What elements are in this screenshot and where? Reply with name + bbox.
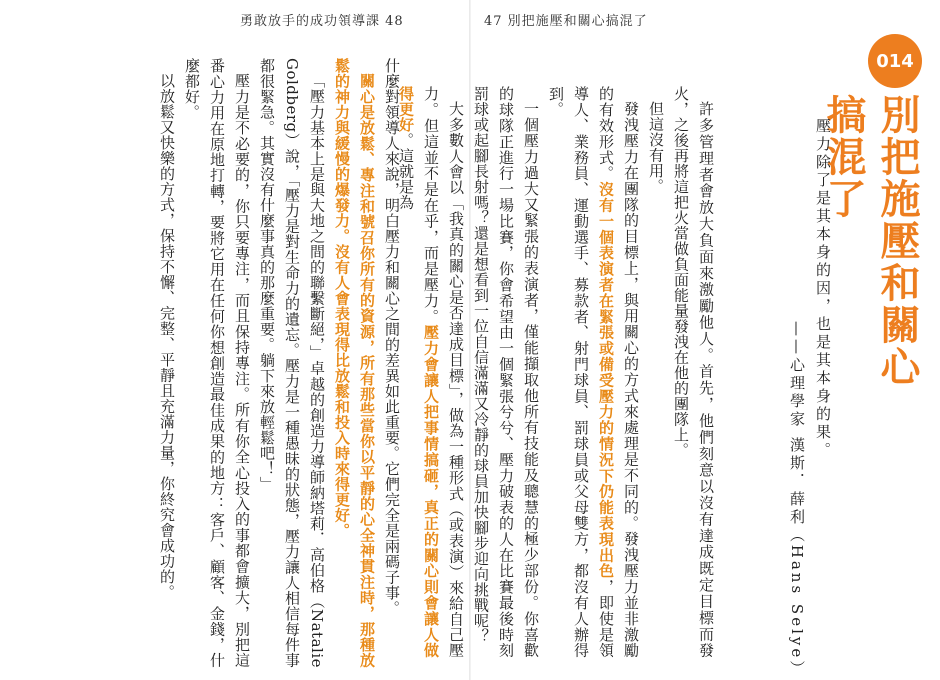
left-running-head: 勇敢放手的成功領導課 48 — [240, 14, 404, 29]
body-text: 大多數人會以「我真的關心是否達成目標」，做為一種形式（或表演）來給自己壓力。但這並不是在乎，而是壓力。 — [422, 86, 465, 658]
body-text: 什麼對領導人來說，明白壓力和關心之間的差異如此重要。它們完全是兩碼子事。 — [383, 58, 401, 616]
highlighted-text: 壓力會讓人把事情搞砸，真正的關心則會讓人做得更好 — [397, 86, 440, 659]
body-text: 發洩壓力在團隊的目標上，與用關心的方式來處理是不同的。發洩壓力並非激勵的有效形式。 — [597, 86, 640, 658]
epigraph-attribution: ——心理學家 漢斯．薛利（Hans Selye） — [788, 320, 806, 678]
epigraph — [780, 118, 836, 678]
highlighted-text: 關心是放鬆、專注和號召你所有的資源，所有那些當你以平靜的心全神貫注時，那種放鬆的神力與緩慢的爆發力。沒有人會表現得比放鬆和投入時來得更好。 — [333, 58, 376, 668]
paragraph — [379, 58, 404, 668]
body-text: 一個壓力過大又緊張的表演者，僅能擷取他所有技能及聰慧的極少部份。你喜歡的球隊正進行一場比賽，你會希望由一個緊張兮兮、壓力破表的人在比賽最後時刻罰球或起腳長射嗎？還是想看到一位自信滿滿又冷靜的球員加快腳步迎向挑戰呢？ — [472, 86, 540, 658]
body-text: 以放鬆又快樂的方式，保持不懈、完整、平靜且充滿力量，你終究會成功的。 — [158, 73, 176, 600]
paragraph — [393, 86, 468, 658]
paragraph — [179, 58, 254, 668]
body-text: 。這就是為 — [397, 132, 415, 210]
paragraph — [543, 86, 643, 658]
chapter-number-badge: 014 — [868, 34, 922, 88]
paragraph — [643, 86, 668, 658]
paragraph — [668, 86, 718, 658]
chapter-title: 別把施壓和關心搞混了 — [820, 94, 920, 388]
paragraph — [154, 58, 179, 668]
paragraph — [468, 86, 543, 658]
paragraph — [329, 58, 379, 668]
body-text: ，即使是領導人、業務員、運動選手、募款者、射門球員、罰球員或父母雙方，都沒有人辦得到。 — [547, 86, 615, 659]
epigraph-quote: 壓力除了是其本身的因，也是其本身的果。 — [814, 118, 832, 460]
body-text: 許多管理者會放大負面來激勵他人。首先，他們刻意以沒有達成既定目標而發火，之後再將這把火當做負面能量發洩在他的團隊上。 — [672, 86, 715, 658]
body-text: 「壓力基本上是與大地之間的聯繫斷絕，」卓越的創造力導師納塔莉．高伯格（Natalie Goldberg）說，「壓力是對生命力的遺忘。壓力是一種愚昧的狀態，壓力讓人相信每件事都很緊急。其實沒有什麼事真的那麼重要。躺下來放輕鬆吧！」 — [258, 58, 326, 668]
body-text: 但這沒有用。 — [647, 101, 665, 194]
paragraph — [254, 58, 329, 668]
right-page-body — [397, 86, 718, 659]
body-text: 壓力是不必要的，你只要專注，而且保持專注。所有你全心投入的事都會擴大，別把這番心力用在原地打轉，要將它用在任何你想創造最佳成果的地方：客戶、顧客、金錢，什麼都好。 — [183, 58, 251, 668]
left-page-body — [158, 58, 404, 668]
highlighted-text: 沒有一個表演者在緊張或備受壓力的情況下仍能表現出色 — [597, 181, 615, 579]
right-running-head: 47 別把施壓和關心搞混了 — [484, 14, 648, 29]
